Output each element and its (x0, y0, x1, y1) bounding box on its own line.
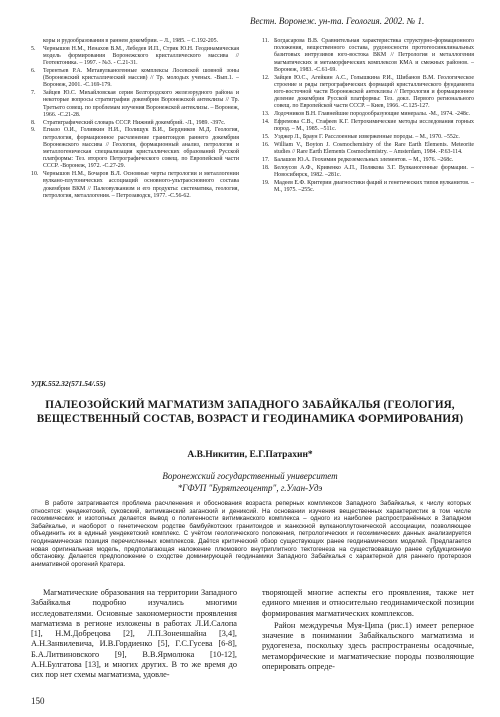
reference-number: 17. (262, 156, 270, 163)
reference-text: Егиазо О.И., Голивкин Н.И., Полищук В.И., Бердников М.Д. Геология, петрология, формационное расчленение гранитоидов раннего докембрия Воронежского массива // Геология, формационный анализ, петрология и металлогеническая специализация кристаллических образований Русской платформы: Тез. второго Петрографического совещ. по Европейской части СССР. -Воронеж, 1972. -С.27-29. (43, 127, 239, 170)
body-paragraph: творяющей многие аспекты его проявления, также нет единого мнения и относительно геодинамической позиции формирования магматических комплексов. (262, 588, 474, 618)
reference-item (262, 180, 474, 194)
reference-number: 9. (31, 127, 36, 134)
reference-item (31, 68, 239, 90)
reference-text: Уэджер Л., Браун Г. Расслоенные изверженные породы. – М., 1970. –552с. (274, 134, 460, 141)
reference-text: Ефремова С.В., Стафеев К.Г. Петрохимические методы исследования горных пород. – М., 1985. –511с. (274, 119, 474, 133)
reference-number: 18. (262, 164, 270, 171)
reference-item (262, 111, 474, 118)
reference-text: Зайцев Ю.С. Михайловская серия Белгородского железорудного района и некоторые вопросы стратиграфии докембрия Воронежской антеклизы // Тр. Третьего совещ. по проблемам изучения Воронежской антеклизы. – Воронеж, 1966. -С.21-28. (43, 90, 239, 118)
reference-item (31, 90, 239, 119)
affiliation-university: Воронежский государственный университет (162, 471, 338, 481)
reference-number: 8. (31, 119, 36, 126)
reference-item (31, 38, 239, 45)
body-paragraph: Район междуречья Муя-Ципа (рис.1) имеет реперное значение в понимании Забайкальского магматизма и рудогенеза, поскольку здесь распространены осадочные, метаморфические и магматические породы позволяющие оперировать опреде- (262, 620, 474, 672)
reference-text: William V., Boyton J. Cosmochemistry of the Rare Earth Elements. Meteorite studies // Rare Earth Elements Cosmochemistry. – Amsterdam, 1984. -P.63-114. (274, 141, 474, 156)
affiliation-block (30, 471, 470, 494)
running-header: Вестн. Воронеж. ун-та. Геология. 2002. № 1. (250, 16, 425, 26)
article-title: ПАЛЕОЗОЙСКИЙ МАГМАТИЗМ ЗАПАДНОГО ЗАБАЙКАЛЬЯ (ГЕОЛОГИЯ, ВЕЩЕСТВЕННЫЙ СОСТАВ, ВОЗРАСТ И ГЕОДИНАМИКА ФОРМИРОВАНИЯ) (36, 399, 464, 425)
reference-number: 19. (262, 179, 270, 186)
article-abstract: В работе затрагивается проблема расчленения и обоснования возраста реперных комплексов Западного Забайкалья, к числу которых относятся: уендекетский, суковский, витимканский заганский и дениксий. На основании изучения вещественных характеристик в том числе геохимических и изотопных делается вывод о полигенности витимканского комплекса – одного из наиболее распространённых в Западном Забайкалье, и наоборот о генетическом родстве бамбуйкотских гранитоидов и жанкскной вулканоплутонической ассоциации, позволяющее объединить их в единый уендекетский комплекс. С учётом геологического положения, петрологических и геохимических данных анализируется геодинамическая позиция перечисленных комплексов. Даётся критический обзор существующих ранее геодинамических моделей. Предлагается новая оригинальная модель, предполагающая наложение плюмового внутриплитного тектогенеза на существовавшую ранее субдукционную обстановку. Делается предположение о сходстве доминирующей геодинамики Западного Забайкалья с характерной для раннего протерозоя анимативной орогений Кратера. (31, 500, 471, 568)
article-authors: А.В.Никитин, Е.Г.Патрахин* (187, 450, 313, 460)
page-number: 150 (31, 696, 45, 706)
reference-item (262, 75, 474, 111)
body-column-right (262, 588, 474, 672)
affiliation-center: *ГФУП "Бурятгеоцентр", г.Улан-Удэ (177, 482, 323, 493)
reference-text: Зайцев Ю.С., Агейкин А.С., Голышкина Р.И., Шибанов В.М. Геологическое строение и ряды петрографических формаций кристаллического фундамента юго-восточной части Воронежской антеклизы // Петрология и формационное деление докембрия Русской платформы: Тез. докл. Первого регионального совещ. по Европейской части СССР. – Киев, 1966. -С.125-127. (274, 74, 474, 110)
reference-number: 11. (262, 38, 270, 44)
reference-item (262, 134, 474, 141)
reference-text: Балашов Ю.А. Геохимия редкоземельных элементов. – М., 1976. –268с. (274, 156, 454, 163)
reference-item (262, 119, 474, 133)
reference-list-left (31, 38, 239, 201)
reference-item (262, 142, 474, 156)
reference-number: 14. (262, 119, 270, 126)
body-column-left: Магматические образования на территории Западного Забайкалья подробно изучались многими исследователями. Основные закономерности проявления магматизма в регионе изложены в работах Л.И.Салопа [1], Н.М.Добрецова [2], Л.П.Зоненшайна [3,4], А.Н.Занвилевича, И.В.Гордиенко [5], Г.С.Гусева [6-8], Б.А.Литвиновского [9], В.В.Ярмолюка [10-12], А.Н.Булгатова [13], и многих других. В то же время до сих пор нет схемы магматизма, удовле- (31, 588, 237, 680)
reference-text: Чернышов Н.М., Ненахов В.М., Лебедев И.П., Стрик Ю.Н. Геодинамическая модель формирования Воронежского кристаллического массива // Геотектоника. – 1997. - №3. - С.21-31. (43, 45, 239, 67)
reference-item (31, 171, 239, 200)
reference-text: Лодочников В.Н. Главнейшие породообразующие минералы. -М., 1974. -248с. (274, 111, 470, 118)
reference-number: 6. (31, 68, 36, 74)
reference-number: 15. (262, 134, 270, 141)
reference-text: Мадеев Е.Ф. Критерии диагностики фаций и генетических типов вулканитов. – М., 1975. –255с. (274, 179, 474, 193)
udk-code: УДК.552.32(571.54/.55) (31, 379, 106, 388)
reference-number: 7. (31, 90, 36, 97)
reference-item (262, 157, 474, 164)
reference-text: Чернышов Н.М., Бочаров В.Л. Основные черты петрологии и металлогении вулкано-плутонических ассоциаций основного-ультраосновного состава докембрия ВКМ // Палеовулканизм и его продукты: систематика, геология, петрология, металлогения. – Петрозаводск, 1977. -С.56-62. (43, 171, 239, 199)
reference-text: коры и рудообразования в раннем докембрии. – Л., 1985. – С.192-205. (43, 38, 219, 44)
reference-number: 12. (262, 74, 270, 81)
reference-number: 10. (31, 171, 39, 178)
reference-number: 16. (262, 141, 270, 148)
reference-number: 13. (262, 111, 270, 118)
reference-text: Богдасарова В.В. Сравнительная характеристика структурно-формационного положения, вещественного состава, рудоносности протогеосинклинальных базитовых интрузивов юго-востока ВКМ // Петрология и металлогения магматических и метаморфических комплексов КМА и смежных районов. – Воронеж, 1983. -С.61-69. (274, 38, 474, 73)
reference-list-right (262, 38, 474, 195)
reference-item (262, 38, 474, 74)
reference-item (31, 46, 239, 68)
reference-item (262, 165, 474, 179)
reference-number: 5. (31, 45, 36, 52)
reference-text: Стратиграфический словарь СССР. Нижний докембрий. -Л., 1989. -397с. (43, 119, 226, 126)
reference-text: Терентьев Р.А. Метавулканогенные комплексы Лосевской шовной зоны (Воронежский кристаллический массив) // Тр. молодых ученых. -Вып.1. – Воронеж, 2001. -С.169-179. (43, 68, 239, 89)
reference-text: Белоусов А.Ф., Кривенко А.П., Полякова З.Г. Вулканогенные формации. – Новосибирск, 1982. –281с. (274, 164, 474, 178)
reference-item (31, 127, 239, 170)
reference-item (31, 120, 239, 127)
